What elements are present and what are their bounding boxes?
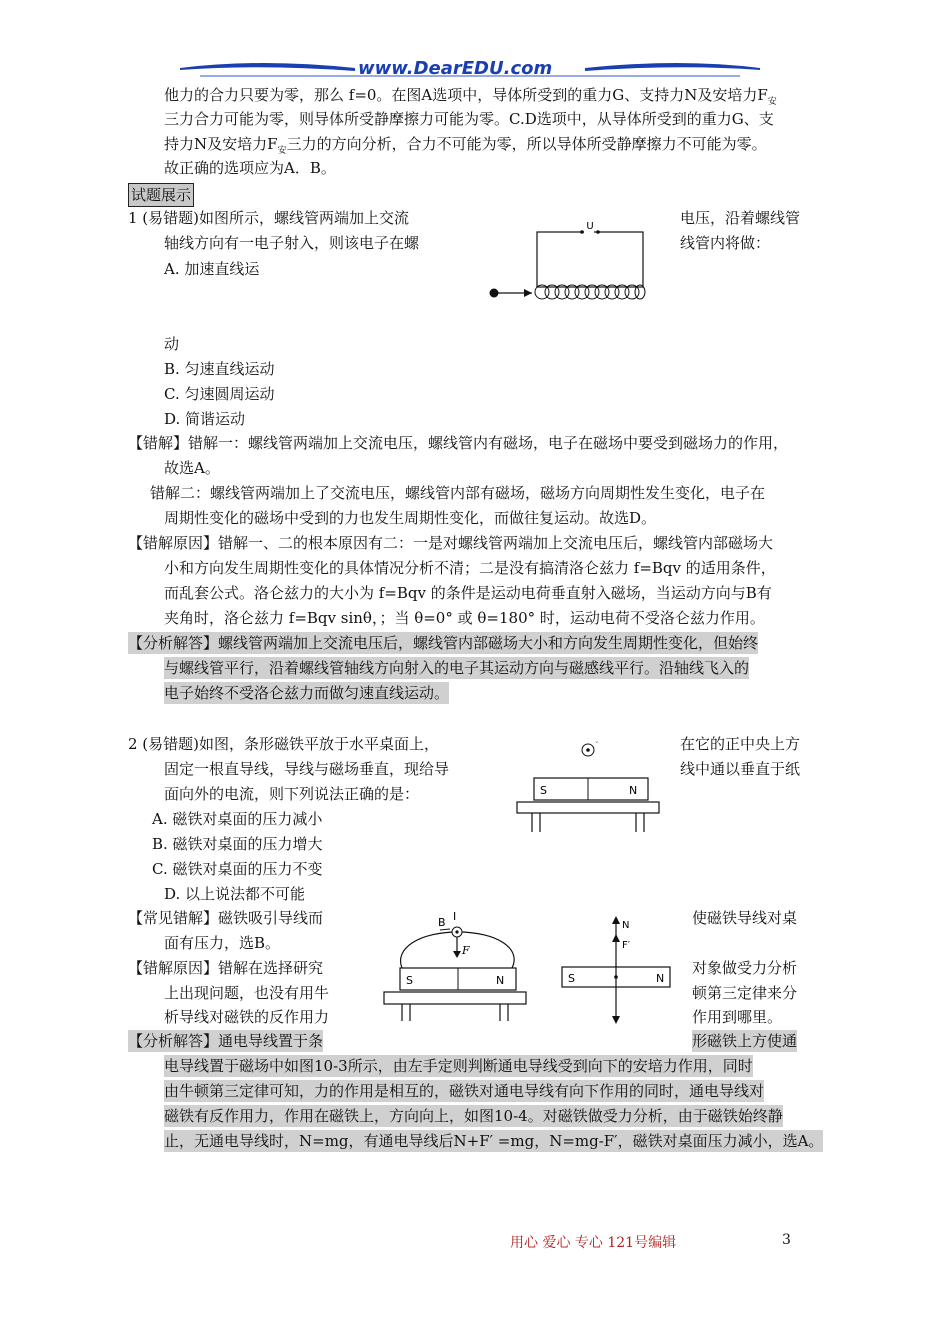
q2-fig2-b: B — [438, 916, 446, 929]
q2-reason-e: 析导线对磁铁的反作用力 — [164, 1008, 330, 1026]
q1-answer-1: 【分析解答】螺线管两端加上交流电压后，螺线管内部磁场大小和方向发生周期性变化，但始终 — [128, 634, 759, 652]
header-site-name: www.DearEDU.com — [358, 58, 553, 79]
q1-answer-3: 电子始终不受洛仑兹力而做匀速直线运动。 — [164, 684, 450, 702]
intro-line-1: 他力的合力只要为零，那么 f=0。在图A选项中，导体所受到的重力G、支持力N及安培力$F_安$ — [164, 86, 777, 107]
q2-option-c: C. 磁铁对桌面的压力不变 — [152, 860, 323, 878]
q2-fig3-magnet-n: N — [656, 972, 665, 985]
q2-answer-b: 形磁铁上方使通 — [692, 1032, 798, 1050]
q1-wrong-2b: 周期性变化的磁场中受到的力也发生周期性变化，而做往复运动。故选D。 — [164, 509, 657, 527]
intro-line-2: 三力合力可能为零，则导体所受静摩擦力可能为零。C.D选项中，从导体所受到的重力G、支 — [164, 110, 774, 128]
q1-solenoid-figure — [482, 218, 672, 313]
q2-fig2-n: N — [496, 974, 505, 987]
q2-stem-b: 在它的正中央上方 — [680, 735, 801, 753]
q1-option-a: A. 加速直线运 — [164, 260, 260, 278]
q2-fig1-s: S — [540, 784, 547, 797]
q1-stem-c: 轴线方向有一电子射入，则该电子在螺 — [164, 234, 420, 252]
q2-figure-10-4 — [558, 912, 676, 1027]
q2-answer-3: 磁铁有反作用力，作用在磁铁上，方向向上，如图10-4。对磁铁做受力分析，由于磁铁始终静 — [164, 1107, 783, 1125]
q2-answer-2: 由牛顿第三定律可知，力的作用是相互的，磁铁对通电导线有向下作用的同时，通电导线对 — [164, 1082, 765, 1100]
q2-fig3-fprime: F′ — [622, 940, 631, 951]
q2-fig3-s: S — [568, 972, 575, 985]
q1-option-a-cont: 动 — [164, 335, 180, 353]
q1-stem-d: 线管内将做： — [680, 234, 771, 252]
q1-option-c: C. 匀速圆周运动 — [164, 385, 275, 403]
q2-fig1-n: N — [629, 784, 638, 797]
q2-stem-c: 固定一根直导线，导线与磁场垂直，现给导 — [164, 760, 450, 778]
q1-wrong-2a: 错解二：螺线管两端加上了交流电压，螺线管内部有磁场，磁场方向周期性发生变化，电子在 — [150, 484, 766, 502]
q2-fig3-n: N — [622, 920, 630, 931]
q2-option-a: A. 磁铁对桌面的压力减小 — [152, 810, 323, 828]
q2-option-b: B. 磁铁对桌面的压力增大 — [152, 835, 323, 853]
q2-fig2-i: I — [453, 910, 457, 923]
q1-reason-1: 【错解原因】错解一、二的根本原因有二：一是对螺线管两端加上交流电压后，螺线管内部磁场大 — [128, 534, 774, 552]
q2-wrong-a: 【常见错解】磁铁吸引导线而 — [128, 909, 324, 927]
q2-stem-d: 线中通以垂直于纸 — [680, 760, 801, 778]
q2-figure-10-3 — [380, 908, 530, 1023]
q1-option-b: B. 匀速直线运动 — [164, 360, 275, 378]
q2-wrong-c: 面有压力，选B。 — [164, 934, 281, 952]
page-number: 3 — [782, 1232, 791, 1248]
q1-reason-3: 而乱套公式。洛仑兹力的大小为 f=Bqv 的条件是运动电荷垂直射入磁场，当运动方向与B有 — [164, 584, 772, 602]
q1-label-u: U — [586, 221, 594, 232]
q1-reason-2: 小和方向发生周期性变化的具体情况分析不清；二是没有搞清洛仑兹力 f=Bqv 的适用条件， — [164, 559, 776, 577]
q2-reason-a: 【错解原因】错解在选择研究 — [128, 959, 324, 977]
q2-fig2-s: S — [406, 974, 413, 987]
q2-answer-a: 【分析解答】通电导线置于条 — [128, 1032, 324, 1050]
q2-reason-c: 上出现问题，也没有用牛 — [164, 984, 330, 1002]
q2-answer-1: 电导线置于磁场中如图10-3所示，由左手定则判断通电导线受到向下的安培力作用，同时 — [164, 1057, 753, 1075]
q2-stem-a: 2 (易错题)如图，条形磁铁平放于水平桌面上， — [128, 735, 440, 753]
q2-fig2-f: F — [462, 944, 470, 957]
q2-option-d: D. 以上说法都不可能 — [164, 885, 306, 903]
section-title: 试题展示 — [128, 183, 194, 207]
q2-answer-4: 止，无通电导线时，N=mg，有通电导线后N+F′ =mg，N=mg-F′，磁铁对桌面压力减小，选A。 — [164, 1132, 824, 1150]
svg-text:′: ′ — [596, 741, 599, 751]
q1-option-d: D. 简谐运动 — [164, 410, 246, 428]
q1-wrong-1b: 故选A。 — [164, 459, 220, 477]
q1-stem-b: 电压，沿着螺线管 — [680, 209, 801, 227]
intro-line-4: 故正确的选项应为A．B。 — [164, 159, 336, 177]
q1-answer-2: 与螺线管平行，沿着螺线管轴线方向射入的电子其运动方向与磁感线平行。沿轴线飞入的 — [164, 659, 750, 677]
q2-wrong-b: 使磁铁导线对桌 — [692, 909, 798, 927]
q2-reason-f: 作用到哪里。 — [692, 1008, 783, 1026]
q1-electron-dot — [490, 289, 499, 298]
q1-stem-a: 1 (易错题)如图所示，螺线管两端加上交流 — [128, 209, 410, 227]
q1-wrong-1a: 【错解】错解一：螺线管两端加上交流电压，螺线管内有磁场，电子在磁场中要受到磁场力的作用， — [128, 434, 789, 452]
q2-stem-e: 面向外的电流，则下列说法正确的是： — [164, 785, 420, 803]
q2-magnet-figure — [512, 740, 662, 835]
q2-reason-b: 对象做受力分析 — [692, 959, 798, 977]
intro-line-3: 持力N及安培力$F_安$三力的方向分析，合力不可能为零，所以导体所受静摩擦力不可能为零。 — [164, 135, 767, 156]
footer-text: 用心 爱心 专心 121号编辑 — [510, 1235, 677, 1251]
q2-reason-d: 顿第三定律来分 — [692, 984, 798, 1002]
q1-reason-4: 夹角时，洛仑兹力 f=Bqv sinθ，；当 θ=0° 或 θ=180° 时，运动电荷不受洛仑兹力作用。 — [164, 609, 765, 627]
